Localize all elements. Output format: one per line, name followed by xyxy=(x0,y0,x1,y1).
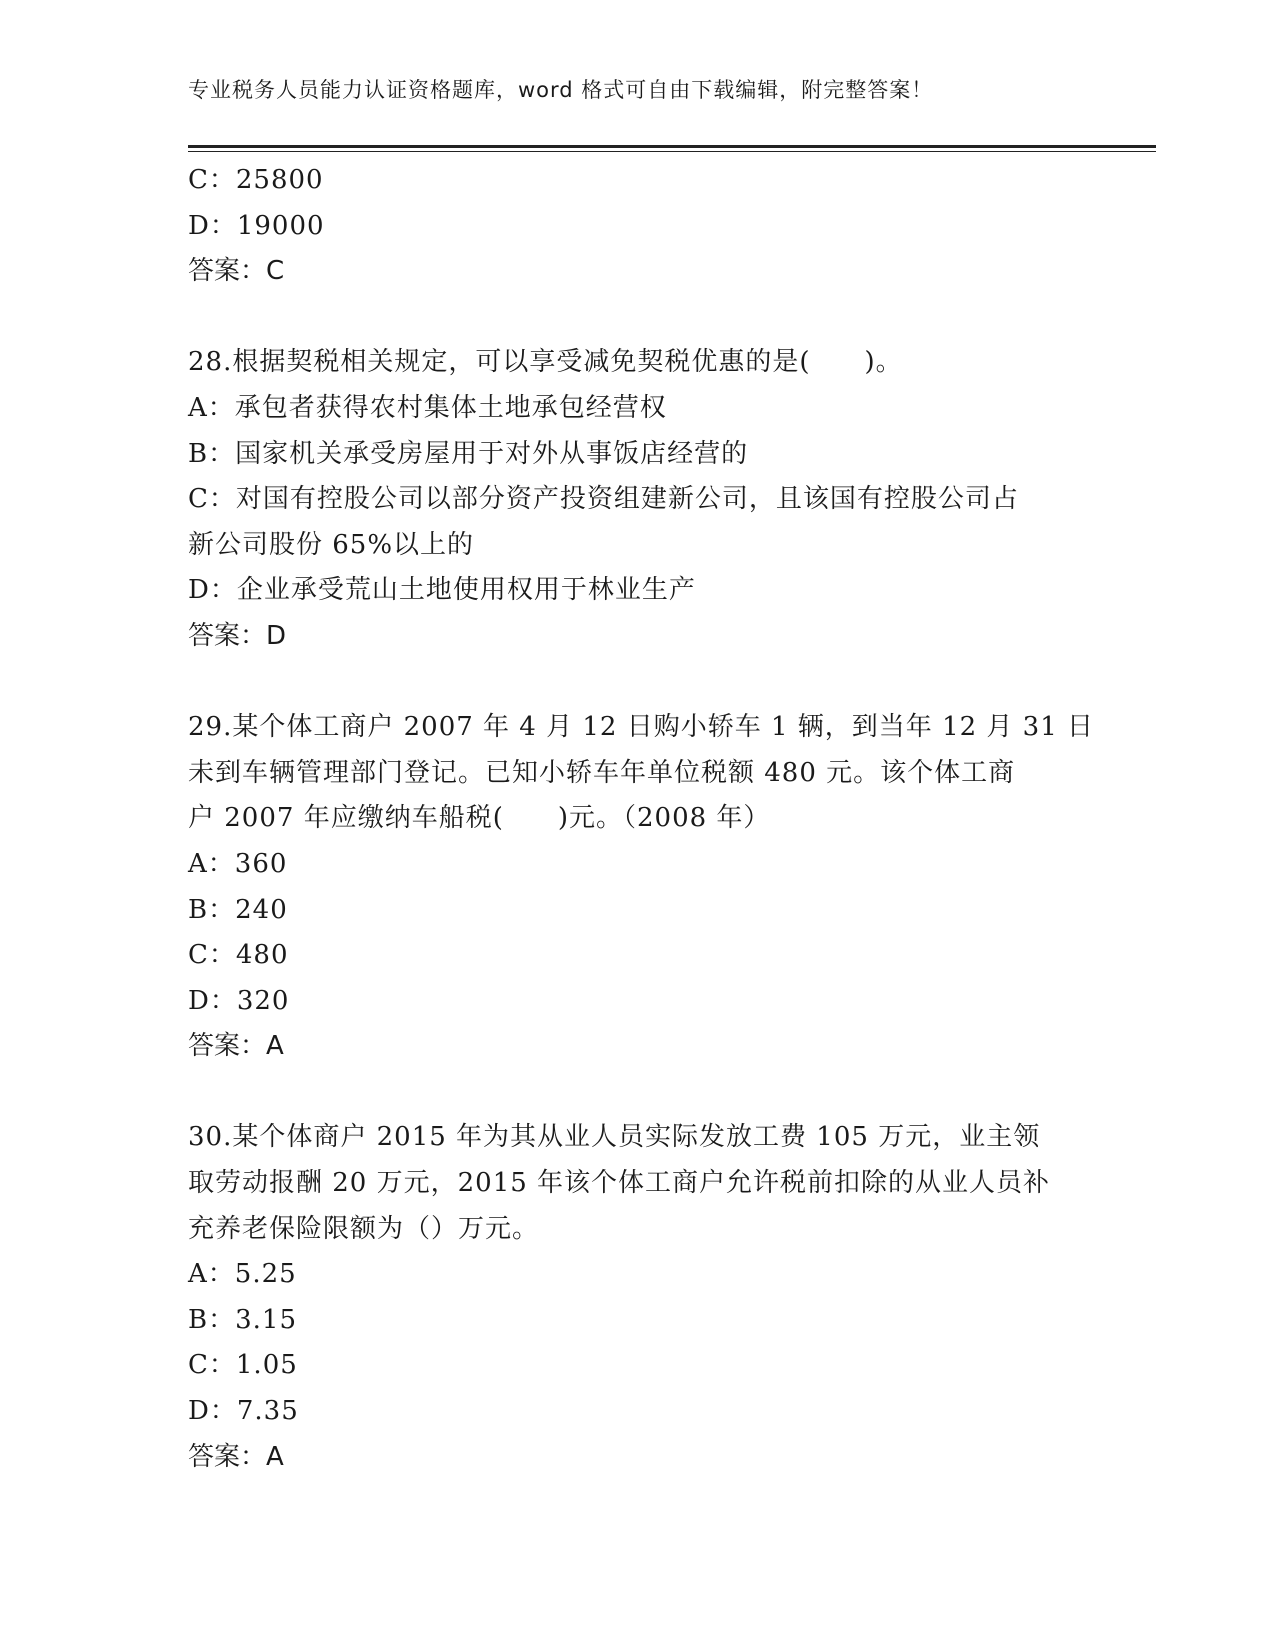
question-stem-line-3: 充养老保险限额为（）万元。 xyxy=(188,1213,540,1244)
option-b: B：240 xyxy=(188,894,288,925)
question-29 xyxy=(188,705,1095,1070)
option-c: C：对国有控股公司以部分资产投资组建新公司，且该国有控股公司占 xyxy=(188,484,1019,515)
option-c-continued: 新公司股份 65%以上的 xyxy=(188,529,475,560)
question-stem-line-1: 29.某个体工商户 2007 年 4 月 12 日购小轿车 1 辆，到当年 12 月 31 日 xyxy=(188,712,1095,743)
question-content xyxy=(188,158,1095,1480)
question-stem-line-2: 未到车辆管理部门登记。已知小轿车年单位税额 480 元。该个体工商 xyxy=(188,757,1016,788)
spacer xyxy=(188,295,1088,341)
question-stem-line-3: 户 2007 年应缴纳车船税( )元。（2008 年） xyxy=(188,803,771,834)
answer-line: 答案：C xyxy=(188,256,285,287)
question-stem-line-1: 30.某个体商户 2015 年为其从业人员实际发放工费 105 万元，业主领 xyxy=(188,1122,1041,1153)
spacer xyxy=(188,660,1088,706)
question-stem-line-2: 取劳动报酬 20 万元，2015 年该个体工商户允许税前扣除的从业人员补 xyxy=(188,1168,1051,1199)
option-c: C：1.05 xyxy=(188,1350,298,1381)
option-c: C：25800 xyxy=(188,165,324,195)
header-rule-thin xyxy=(188,151,1156,152)
header-rule xyxy=(188,145,1156,148)
option-b: B：国家机关承受房屋用于对外从事饭店经营的 xyxy=(188,438,749,469)
option-b: B：3.15 xyxy=(188,1304,297,1335)
option-d: D：企业承受荒山土地使用权用于林业生产 xyxy=(188,575,696,606)
answer-line: 答案：D xyxy=(188,620,287,651)
option-a: A：360 xyxy=(188,848,288,879)
answer-line: 答案：A xyxy=(188,1031,284,1062)
option-a: A：承包者获得农村集体土地承包经营权 xyxy=(188,392,667,423)
option-a: A：5.25 xyxy=(188,1259,297,1290)
question-27-tail xyxy=(188,158,1088,295)
spacer xyxy=(188,1070,1088,1116)
page-header: 专业税务人员能力认证资格题库，word 格式可自由下载编辑，附完整答案！ xyxy=(188,78,934,102)
option-d: D：320 xyxy=(188,985,290,1016)
option-d: D：7.35 xyxy=(188,1396,299,1427)
question-28 xyxy=(188,340,1088,659)
question-30 xyxy=(188,1115,1088,1480)
option-d: D：19000 xyxy=(188,210,325,241)
answer-line: 答案：A xyxy=(188,1441,284,1472)
option-c: C：480 xyxy=(188,940,289,971)
question-stem: 28.根据契税相关规定，可以享受减免契税优惠的是( )。 xyxy=(188,347,903,378)
